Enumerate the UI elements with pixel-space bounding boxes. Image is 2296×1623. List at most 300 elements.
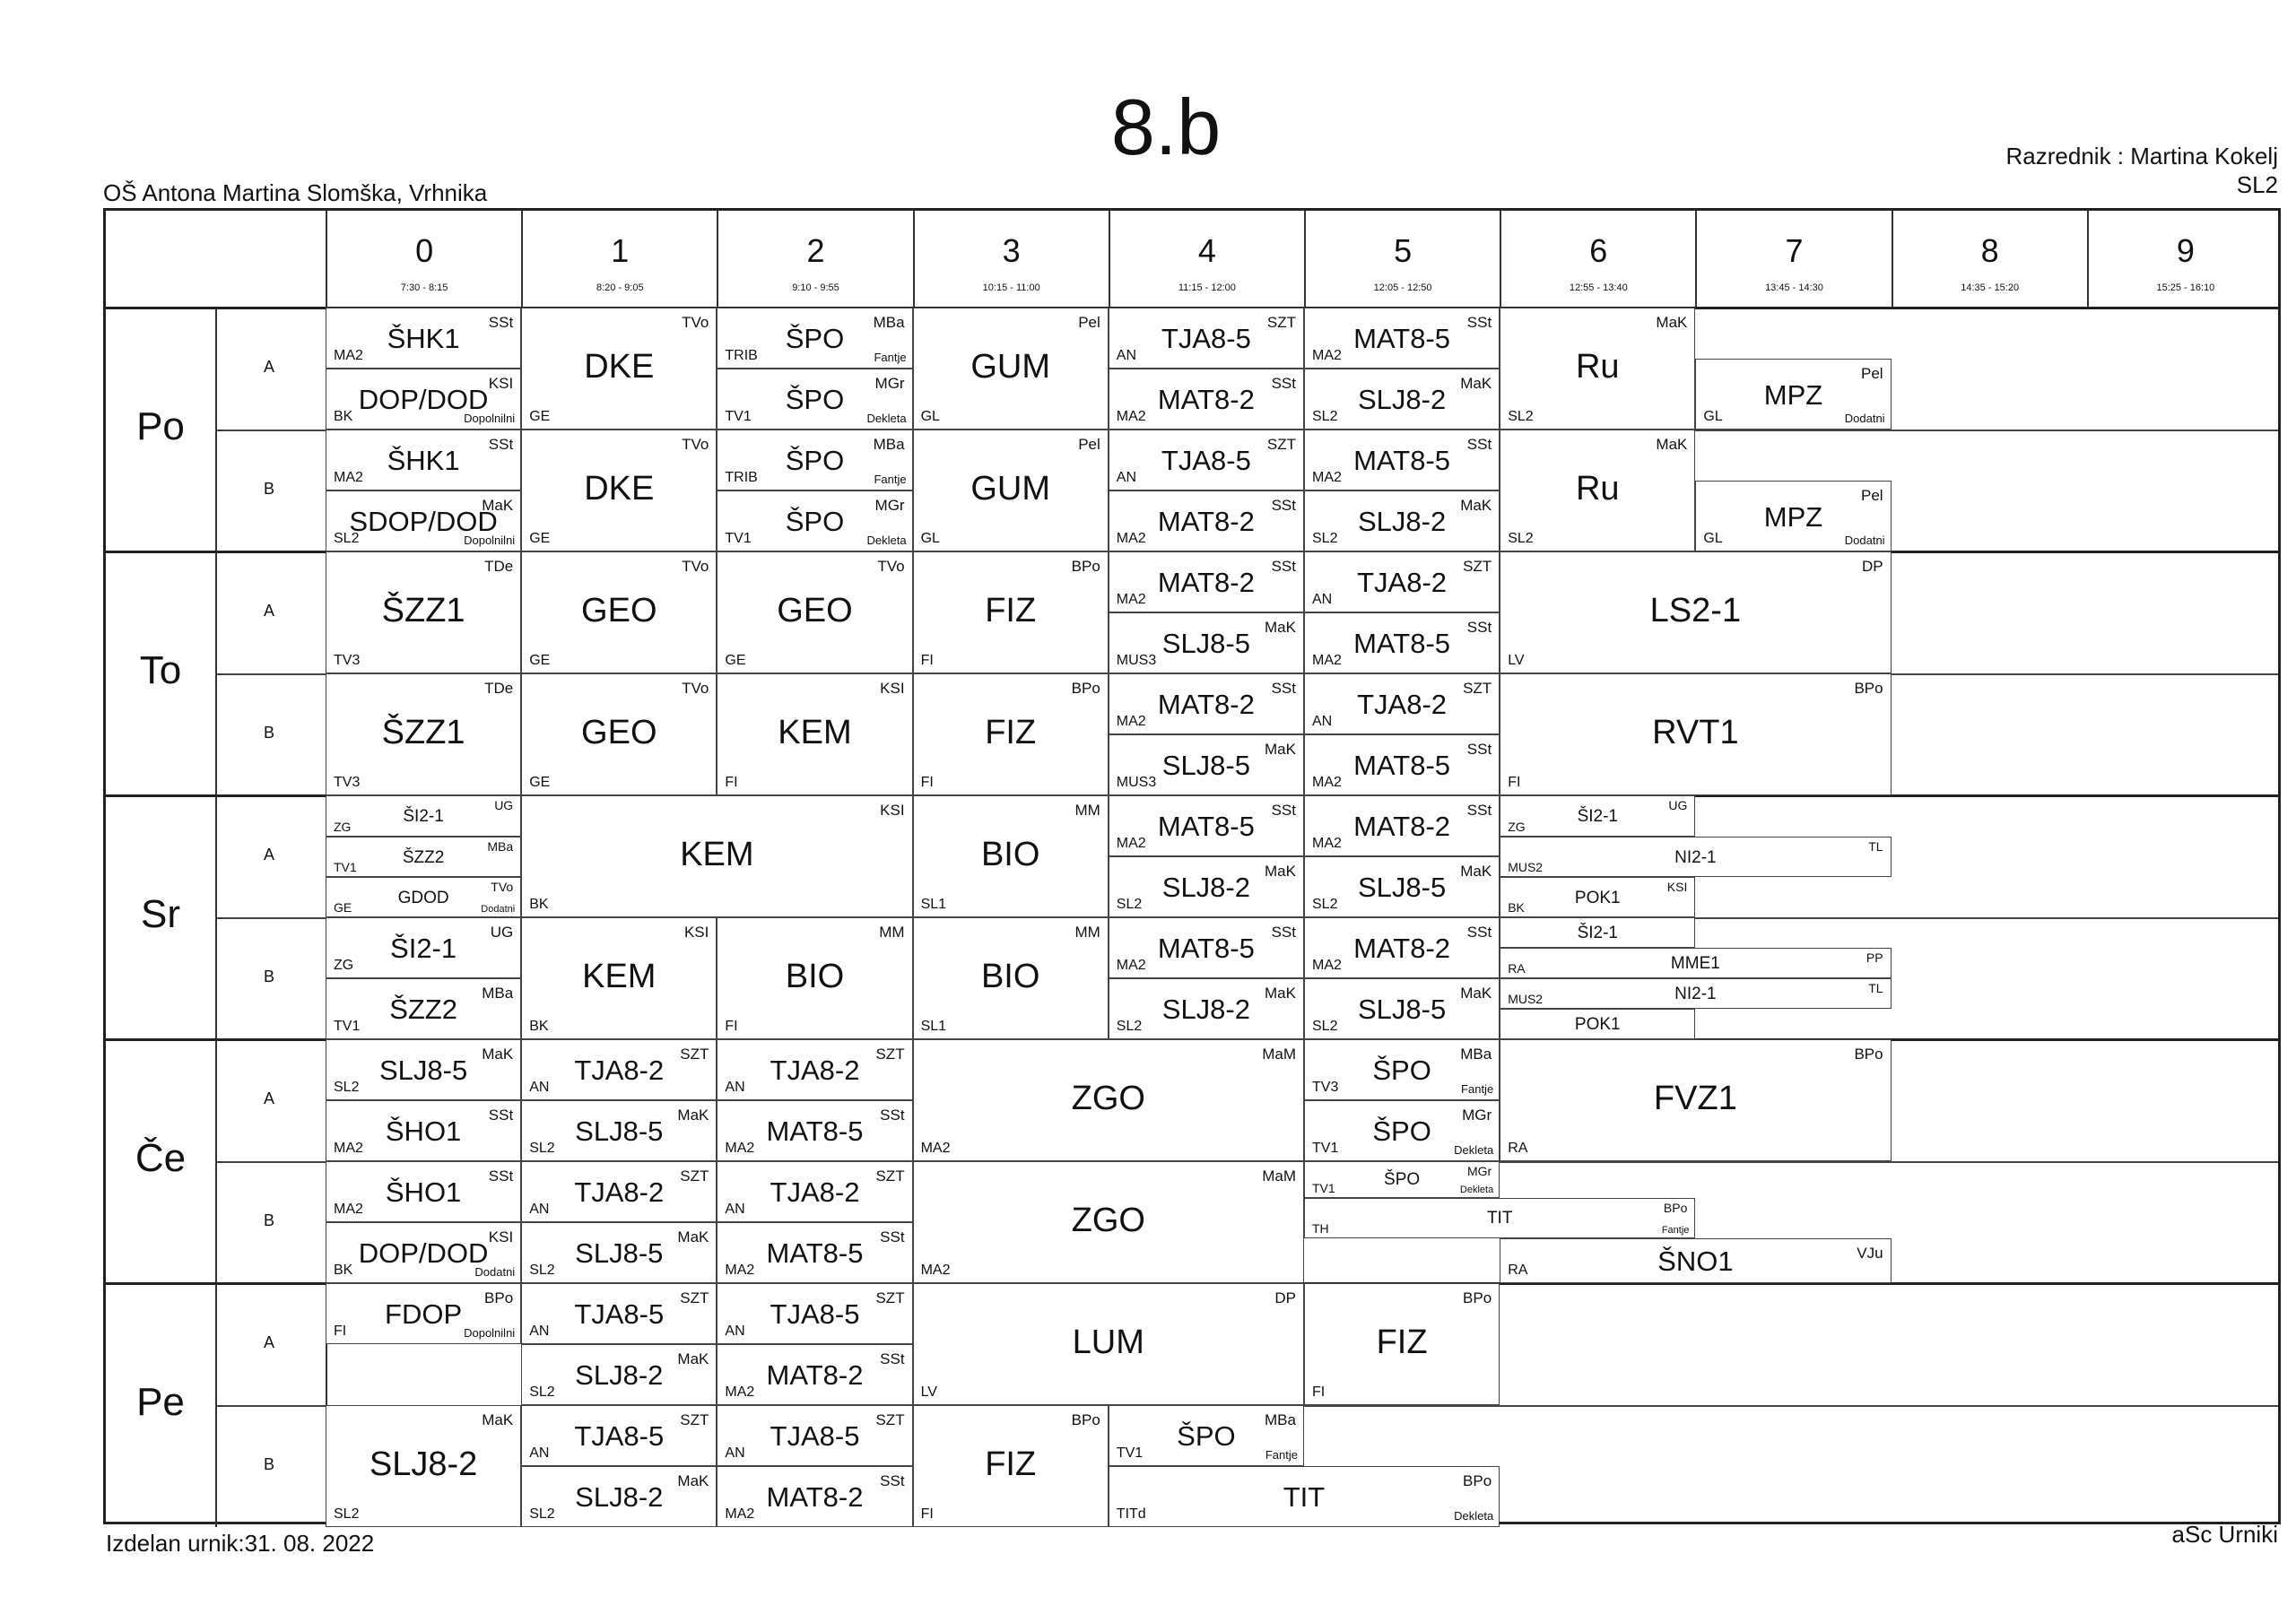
lesson-room: ZG — [1508, 820, 1526, 835]
lesson-cell[interactable] — [521, 917, 717, 1039]
period-number: 4 — [1197, 232, 1216, 269]
lesson-room: GL — [1703, 530, 1723, 546]
lesson-note: Fantje — [1661, 1224, 1690, 1236]
period-header — [1500, 211, 1695, 308]
lesson-cell[interactable] — [1109, 430, 1304, 490]
lesson-cell[interactable] — [717, 1161, 912, 1222]
lesson-cell[interactable] — [1304, 490, 1500, 551]
lesson-room: MA2 — [1312, 836, 1342, 851]
lesson-subject: MAT8-5 — [1157, 811, 1255, 842]
lesson-cell[interactable] — [1109, 490, 1304, 551]
lesson-cell[interactable] — [521, 430, 717, 551]
lesson-teacher: MaK — [677, 1107, 709, 1124]
lesson-subject: GEO — [777, 592, 853, 629]
lesson-room: TV1 — [1312, 1180, 1335, 1195]
lesson-room: TRIB — [725, 470, 758, 485]
lesson-cell[interactable] — [1500, 1238, 1891, 1283]
lesson-subject: Ru — [1575, 470, 1620, 508]
period-number: 8 — [1980, 232, 1999, 269]
lesson-teacher: MaK — [1460, 375, 1492, 392]
group-label: A — [263, 358, 274, 376]
lesson-cell[interactable] — [521, 1039, 717, 1100]
lesson-subject: ŠHK1 — [387, 445, 460, 476]
lesson-cell[interactable] — [326, 1222, 521, 1283]
lesson-teacher: MaK — [1460, 497, 1492, 514]
lesson-cell[interactable] — [326, 837, 521, 877]
lesson-subject: FIZ — [985, 1445, 1037, 1483]
lesson-cell[interactable] — [1500, 673, 1891, 795]
lesson-room: GL — [920, 531, 940, 546]
lesson-teacher: MaK — [677, 1350, 709, 1367]
lesson-subject: SLJ8-2 — [1357, 384, 1447, 415]
lesson-cell[interactable] — [717, 551, 912, 673]
lesson-subject: SLJ8-5 — [378, 1055, 468, 1086]
lesson-room: MA2 — [920, 1141, 951, 1156]
lesson-cell[interactable] — [1304, 978, 1500, 1039]
lesson-cell[interactable] — [521, 308, 717, 430]
lesson-room: MA2 — [1312, 348, 1342, 363]
lesson-cell[interactable] — [1304, 1100, 1500, 1161]
period-header — [1304, 211, 1500, 308]
lesson-subject: ZGO — [1071, 1202, 1145, 1239]
lesson-cell[interactable] — [717, 1039, 912, 1100]
lesson-cell[interactable] — [521, 795, 912, 917]
lesson-room: AN — [529, 1080, 550, 1095]
lesson-cell[interactable] — [913, 1405, 1109, 1527]
lesson-room: SL2 — [1508, 531, 1534, 546]
lesson-cell[interactable] — [326, 1039, 521, 1100]
lesson-teacher: SSt — [1271, 375, 1296, 392]
lesson-teacher: MBa — [873, 314, 905, 331]
lesson-room: BK — [334, 409, 353, 424]
lesson-teacher: MaK — [482, 497, 514, 514]
period-time: 8:20 - 9:05 — [596, 282, 644, 293]
lesson-cell[interactable] — [1109, 551, 1304, 612]
lesson-cell[interactable] — [1109, 612, 1304, 673]
lesson-subject: DOP/DOD — [358, 384, 489, 415]
lesson-teacher: SSt — [1466, 924, 1492, 941]
lesson-room: MA2 — [1116, 714, 1146, 729]
lesson-cell[interactable] — [326, 917, 521, 978]
lesson-room: TV3 — [334, 653, 361, 668]
lesson-subject: KEM — [778, 714, 852, 751]
lesson-cell[interactable] — [913, 1283, 1304, 1405]
lesson-room: SL1 — [920, 1019, 947, 1034]
lesson-room: SL2 — [1312, 409, 1338, 424]
lesson-teacher: SSt — [488, 1107, 514, 1124]
lesson-teacher: MaK — [1265, 985, 1296, 1002]
lesson-room: FI — [725, 775, 738, 790]
lesson-room: GE — [529, 775, 551, 790]
period-time: 13:45 - 14:30 — [1765, 282, 1823, 293]
lesson-subject: FDOP — [385, 1298, 463, 1330]
period-header — [1892, 211, 2087, 308]
lesson-teacher: BPo — [484, 1289, 514, 1306]
lesson-cell[interactable] — [1304, 856, 1500, 917]
lesson-cell[interactable] — [521, 1222, 717, 1283]
group-label: B — [263, 968, 274, 985]
lesson-room: BK — [334, 1263, 353, 1278]
lesson-cell[interactable] — [913, 551, 1109, 673]
lesson-room: MA2 — [725, 1506, 755, 1522]
lesson-cell[interactable] — [717, 490, 912, 551]
period-number: 7 — [1785, 232, 1804, 269]
lesson-room: AN — [725, 1324, 745, 1339]
lesson-subject: GUM — [970, 470, 1051, 508]
lesson-room: TRIB — [725, 348, 758, 363]
lesson-teacher: DP — [1861, 558, 1883, 575]
lesson-room: MA2 — [334, 1141, 363, 1156]
lesson-teacher: TVo — [682, 436, 709, 453]
lesson-cell[interactable] — [1304, 612, 1500, 673]
lesson-subject: GDOD — [397, 888, 449, 907]
lesson-room: MA2 — [725, 1384, 755, 1400]
lesson-cell[interactable] — [521, 1100, 717, 1161]
lesson-teacher: Pel — [1861, 487, 1883, 505]
lesson-subject: SLJ8-2 — [369, 1445, 478, 1483]
lesson-teacher: BPo — [1854, 680, 1883, 697]
lesson-cell[interactable] — [1109, 369, 1304, 430]
lesson-teacher: MaK — [482, 1411, 514, 1428]
lesson-room: SL2 — [334, 1506, 360, 1522]
lesson-cell[interactable] — [326, 877, 521, 917]
lesson-teacher: SZT — [1463, 680, 1492, 697]
lesson-cell[interactable] — [717, 917, 912, 1039]
lesson-teacher: BPo — [1071, 558, 1100, 575]
group-label: A — [263, 1333, 274, 1351]
lesson-cell[interactable] — [521, 551, 717, 673]
lesson-cell[interactable] — [717, 1100, 912, 1161]
lesson-room: AN — [1116, 348, 1137, 363]
lesson-subject: DOP/DOD — [358, 1237, 489, 1269]
lesson-room: MA2 — [920, 1263, 951, 1278]
lesson-teacher: KSI — [683, 924, 709, 941]
lesson-subject: ŠI2-1 — [403, 807, 444, 827]
lesson-room: AN — [725, 1080, 745, 1095]
lesson-note: Dodatni — [474, 1265, 516, 1279]
lesson-subject: MAT8-5 — [1353, 628, 1451, 659]
lesson-teacher: BPo — [1854, 1046, 1883, 1063]
lesson-teacher: MaK — [482, 1046, 514, 1063]
lesson-subject: NI2-1 — [1674, 847, 1717, 867]
lesson-teacher: SZT — [875, 1167, 905, 1185]
lesson-teacher: SSt — [488, 314, 514, 331]
lesson-subject: ŠI2-1 — [1577, 924, 1618, 942]
lesson-room: LV — [920, 1384, 937, 1400]
lesson-note: Dopolnilni — [464, 1326, 516, 1340]
lesson-room: GE — [725, 653, 746, 668]
lesson-teacher: MaK — [677, 1228, 709, 1245]
lesson-subject: TJA8-5 — [574, 1298, 665, 1330]
lesson-cell[interactable] — [326, 369, 521, 430]
lesson-subject: MAT8-2 — [1157, 689, 1255, 720]
lesson-subject: MAT8-5 — [766, 1237, 864, 1269]
lesson-room: SL2 — [1312, 1019, 1338, 1034]
lesson-teacher: TL — [1868, 839, 1883, 855]
lesson-cell[interactable] — [913, 795, 1109, 917]
lesson-cell[interactable] — [326, 551, 521, 673]
lesson-teacher: Pel — [1078, 436, 1100, 453]
lesson-room: MUS3 — [1116, 775, 1157, 790]
lesson-room: MUS3 — [1116, 653, 1157, 668]
lesson-cell[interactable] — [1109, 1466, 1500, 1527]
lesson-cell[interactable] — [1500, 877, 1695, 917]
lesson-cell[interactable] — [521, 673, 717, 795]
lesson-cell[interactable] — [326, 430, 521, 490]
lesson-cell[interactable] — [1500, 978, 1891, 1009]
lesson-room: AN — [1312, 592, 1333, 607]
lesson-subject: TIT — [1283, 1481, 1326, 1513]
lesson-teacher: TVo — [682, 680, 709, 697]
lesson-cell[interactable] — [521, 1344, 717, 1405]
lesson-teacher: SSt — [488, 1167, 514, 1185]
period-header — [2087, 211, 2283, 308]
lesson-room: GE — [529, 531, 551, 546]
lesson-cell[interactable] — [1109, 917, 1304, 978]
lesson-note: Dopolnilni — [464, 534, 516, 547]
lesson-note: Dodatni — [1844, 533, 1885, 547]
lesson-room: SL2 — [1116, 897, 1143, 912]
lesson-room: AN — [725, 1202, 745, 1217]
lesson-teacher: SZT — [680, 1046, 709, 1063]
lesson-note: Dekleta — [1459, 1184, 1494, 1195]
lesson-subject: DKE — [584, 470, 655, 508]
lesson-subject: MAT8-5 — [1353, 750, 1451, 781]
lesson-cell[interactable] — [1304, 1198, 1695, 1238]
lesson-cell[interactable] — [1304, 551, 1500, 612]
lesson-teacher: MaK — [1460, 863, 1492, 880]
lesson-cell[interactable] — [913, 917, 1109, 1039]
lesson-room: TV1 — [1312, 1141, 1339, 1156]
lesson-subject: MPZ — [1763, 500, 1823, 533]
lesson-cell[interactable] — [521, 1405, 717, 1466]
lesson-note: Dekleta — [1454, 1143, 1494, 1157]
lesson-teacher: MGr — [1462, 1107, 1492, 1124]
lesson-subject: NI2-1 — [1674, 985, 1717, 1003]
lesson-subject: ŠZZ2 — [389, 994, 457, 1025]
lesson-room: TV3 — [334, 775, 361, 790]
lesson-room: SL1 — [920, 897, 947, 912]
lesson-teacher: MaK — [677, 1472, 709, 1489]
lesson-cell[interactable] — [1109, 308, 1304, 369]
lesson-teacher: KSI — [488, 375, 514, 392]
lesson-cell[interactable] — [326, 1405, 521, 1527]
app-credit: aSc Urniki — [2171, 1521, 2278, 1548]
lesson-room: TH — [1312, 1220, 1329, 1236]
lesson-teacher: MBa — [873, 436, 905, 453]
lesson-cell[interactable] — [1304, 430, 1500, 490]
lesson-cell[interactable] — [1500, 837, 1891, 877]
lesson-teacher: MaK — [1265, 741, 1296, 758]
lesson-cell[interactable] — [326, 1161, 521, 1222]
group-label: B — [263, 724, 274, 742]
lesson-teacher: TVo — [682, 314, 709, 331]
group-label: A — [263, 1089, 274, 1107]
lesson-cell[interactable] — [717, 369, 912, 430]
lesson-cell[interactable] — [326, 1100, 521, 1161]
lesson-cell[interactable] — [1304, 369, 1500, 430]
lesson-room: TV1 — [725, 409, 752, 424]
lesson-cell[interactable] — [326, 490, 521, 551]
period-time: 10:15 - 11:00 — [982, 282, 1040, 293]
lesson-cell[interactable] — [1304, 308, 1500, 369]
lesson-teacher: SZT — [680, 1289, 709, 1306]
lesson-cell[interactable] — [913, 673, 1109, 795]
period-number: 9 — [2176, 232, 2195, 269]
lesson-teacher: MaM — [1262, 1167, 1296, 1185]
lesson-cell[interactable] — [1109, 978, 1304, 1039]
lesson-room: SL2 — [1312, 531, 1338, 546]
lesson-cell[interactable] — [913, 430, 1109, 551]
lesson-room: ZG — [334, 820, 352, 835]
lesson-cell[interactable] — [717, 1283, 912, 1344]
lesson-cell[interactable] — [1500, 1039, 1891, 1161]
period-header — [717, 211, 912, 308]
lesson-subject: MAT8-2 — [1157, 384, 1255, 415]
lesson-cell[interactable] — [1695, 481, 1891, 551]
lesson-room: MUS2 — [1508, 860, 1544, 875]
lesson-cell[interactable] — [1500, 917, 1695, 948]
group-label: A — [263, 846, 274, 864]
period-number: 2 — [806, 232, 825, 269]
lesson-cell[interactable] — [717, 673, 912, 795]
lesson-cell[interactable] — [1304, 673, 1500, 734]
lesson-cell[interactable] — [521, 1283, 717, 1344]
lesson-subject: Ru — [1575, 348, 1620, 386]
lesson-note: Fantje — [874, 473, 907, 486]
lesson-cell[interactable] — [326, 795, 521, 837]
period-header — [913, 211, 1109, 308]
lesson-cell[interactable] — [913, 1161, 1304, 1283]
lesson-subject: MAT8-5 — [1353, 445, 1451, 476]
period-header — [1109, 211, 1304, 308]
lesson-cell[interactable] — [1304, 1161, 1500, 1198]
lesson-cell[interactable] — [1304, 1039, 1500, 1100]
timetable-grid — [103, 208, 2281, 1524]
lesson-teacher: SSt — [1271, 924, 1296, 941]
lesson-cell[interactable] — [1109, 795, 1304, 856]
lesson-teacher: BPo — [1071, 1411, 1100, 1428]
period-time: 14:35 - 15:20 — [1961, 282, 2020, 293]
lesson-room: BK — [1508, 899, 1525, 915]
lesson-subject: ŠZZ2 — [402, 847, 445, 867]
lesson-room: RA — [1508, 961, 1526, 976]
lesson-subject: SLJ8-5 — [1161, 750, 1250, 781]
lesson-room: FI — [725, 1019, 738, 1034]
lesson-teacher: SZT — [680, 1167, 709, 1185]
lesson-subject: MAT8-2 — [1353, 933, 1451, 964]
lesson-cell[interactable] — [717, 308, 912, 369]
lesson-cell[interactable] — [1304, 795, 1500, 856]
lesson-room: GE — [529, 653, 551, 668]
lesson-subject: MPZ — [1763, 378, 1823, 411]
lesson-cell[interactable] — [521, 1161, 717, 1222]
lesson-cell[interactable] — [326, 673, 521, 795]
lesson-cell[interactable] — [717, 1405, 912, 1466]
lesson-subject: ŠHK1 — [387, 323, 460, 354]
lesson-cell[interactable] — [717, 1222, 912, 1283]
lesson-teacher: SSt — [1466, 314, 1492, 331]
lesson-room: SL2 — [529, 1384, 555, 1400]
lesson-cell[interactable] — [326, 1283, 521, 1344]
group-label: B — [263, 480, 274, 498]
lesson-teacher: SSt — [1466, 802, 1492, 819]
period-time: 9:10 - 9:55 — [792, 282, 839, 293]
lesson-teacher: SZT — [1266, 314, 1296, 331]
lesson-teacher: TVo — [491, 880, 514, 895]
lesson-teacher: KSI — [488, 1228, 514, 1245]
lesson-note: Fantje — [874, 351, 907, 364]
lesson-cell[interactable] — [1500, 948, 1891, 978]
lesson-subject: ZGO — [1071, 1080, 1145, 1117]
lesson-teacher: SSt — [488, 436, 514, 453]
lesson-subject: TJA8-5 — [1161, 445, 1251, 476]
lesson-subject: TJA8-2 — [1357, 689, 1448, 720]
lesson-subject: LS2-1 — [1649, 592, 1742, 629]
lesson-cell[interactable] — [1109, 856, 1304, 917]
lesson-room: BK — [529, 1019, 549, 1034]
lesson-teacher: TVo — [877, 558, 905, 575]
lesson-subject: BIO — [785, 958, 845, 995]
lesson-room: MA2 — [1116, 958, 1146, 973]
lesson-teacher: MBa — [487, 839, 514, 855]
lesson-subject: ŠPO — [785, 506, 845, 537]
period-number: 0 — [415, 232, 434, 269]
lesson-cell[interactable] — [1304, 1283, 1500, 1405]
lesson-cell[interactable] — [1500, 1009, 1695, 1039]
lesson-cell[interactable] — [326, 978, 521, 1039]
lesson-room: MA2 — [725, 1141, 755, 1156]
lesson-subject: SLJ8-2 — [575, 1359, 664, 1391]
lesson-note: Dopolnilni — [464, 412, 516, 425]
lesson-cell[interactable] — [1500, 430, 1695, 551]
lesson-room: TV3 — [1312, 1080, 1339, 1095]
lesson-cell[interactable] — [1695, 359, 1891, 430]
lesson-teacher: MGr — [1466, 1164, 1492, 1178]
lesson-subject: SLJ8-5 — [1357, 872, 1447, 903]
lesson-cell[interactable] — [717, 430, 912, 490]
lesson-cell[interactable] — [1500, 308, 1695, 430]
lesson-cell[interactable] — [1304, 734, 1500, 795]
lesson-cell[interactable] — [717, 1344, 912, 1405]
lesson-teacher: KSI — [880, 680, 905, 697]
lesson-teacher: SZT — [875, 1411, 905, 1428]
lesson-cell[interactable] — [1109, 1405, 1304, 1466]
lesson-cell[interactable] — [717, 1466, 912, 1527]
lesson-room: BK — [529, 897, 549, 912]
lesson-room: GL — [920, 409, 940, 424]
lesson-cell[interactable] — [1304, 917, 1500, 978]
lesson-cell[interactable] — [1500, 795, 1695, 837]
lesson-subject: GEO — [581, 714, 657, 751]
lesson-subject: FIZ — [1376, 1324, 1428, 1361]
lesson-subject: SLJ8-5 — [575, 1115, 664, 1147]
lesson-cell[interactable] — [326, 308, 521, 369]
lesson-subject: SLJ8-5 — [1161, 628, 1250, 659]
lesson-cell[interactable] — [1109, 673, 1304, 734]
lesson-room: AN — [529, 1445, 550, 1461]
lesson-subject: TJA8-2 — [770, 1055, 860, 1086]
lesson-subject: FIZ — [985, 714, 1037, 751]
lesson-cell[interactable] — [913, 308, 1109, 430]
lesson-cell[interactable] — [1500, 551, 1891, 673]
lesson-cell[interactable] — [521, 1466, 717, 1527]
lesson-teacher: SSt — [1271, 558, 1296, 575]
lesson-cell[interactable] — [913, 1039, 1304, 1161]
lesson-cell[interactable] — [1109, 734, 1304, 795]
lesson-subject: KEM — [582, 958, 657, 995]
lesson-subject: MAT8-2 — [1157, 567, 1255, 598]
